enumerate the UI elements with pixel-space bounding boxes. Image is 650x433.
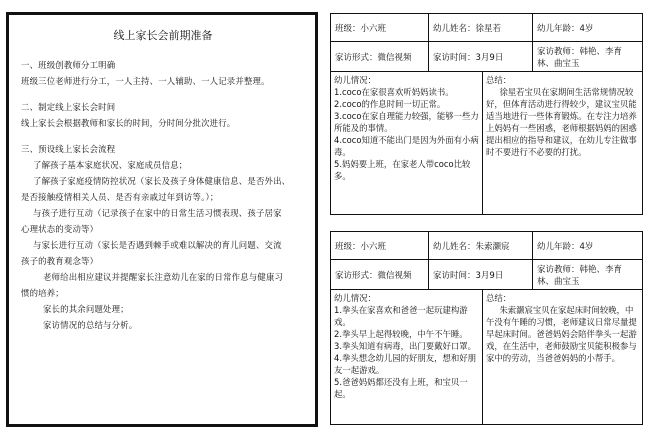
process-item: 家访情况的总结与分析。 — [43, 320, 138, 330]
child-situation — [331, 72, 483, 214]
process-item: 家长的其余问题处理； — [43, 304, 129, 314]
child-name-cell: 幼儿姓名：徐星若 — [429, 14, 533, 41]
situation-item: 5.爸爸妈妈都还没有上班，和宝贝一起。 — [334, 377, 468, 399]
visit-teacher-text: 家访教师：韩艳、李育林、曲宝玉 — [537, 46, 623, 69]
situation-item: 1.拳头在家喜欢和爸爸一起玩建构游戏。 — [334, 305, 468, 327]
visit-teacher-cell — [533, 42, 642, 71]
visit-row — [331, 42, 642, 72]
child-name-cell: 幼儿姓名：朱索灏宸 — [429, 232, 533, 259]
home-visit-card-2 — [330, 231, 643, 425]
summary — [483, 72, 642, 214]
child-situation-title: 幼儿情况： — [334, 75, 376, 85]
info-row — [331, 14, 642, 42]
summary-title: 总结： — [486, 293, 512, 303]
class-cell: 班级：小六班 — [331, 232, 429, 259]
visit-teacher-text: 家访教师：韩艳、李育林、曲宝玉 — [537, 264, 623, 287]
summary-title: 总结： — [486, 75, 512, 85]
process-item: 心理状态的变动等） — [21, 224, 99, 234]
card-body — [331, 72, 642, 214]
card-body — [331, 290, 642, 424]
situation-item: 5.妈妈要上班，在家老人带coco比较多。 — [334, 159, 471, 181]
page-title: 线上家长会前期准备 — [113, 29, 213, 42]
process-item: 与家长进行互动（家长是否遇到棘手或难以解决的育儿问题、交流 — [33, 240, 282, 250]
situation-item: 4.coco知道不能出门是因为外面有小病毒。 — [334, 135, 479, 157]
section-heading: 一、班级创教师分工明确 — [21, 60, 116, 70]
visit-teacher-cell — [533, 260, 642, 289]
section-text: 班级三位老师进行分工，一人主持、一人辅助、一人记录并整理。 — [21, 76, 270, 86]
child-age-cell: 幼儿年龄：4岁 — [537, 241, 594, 252]
class-cell: 班级：小六班 — [331, 14, 429, 41]
home-visit-card-1 — [330, 13, 643, 215]
visit-form-cell: 家访形式：微信视频 — [331, 42, 429, 71]
info-row — [331, 232, 642, 260]
child-age-cell: 幼儿年龄：4岁 — [537, 23, 594, 34]
section-text: 线上家长会根据教师和家长的时间，分时间分批次进行。 — [21, 118, 236, 128]
child-situation — [331, 290, 483, 424]
process-item: 了解孩子家庭疫情防控状况（家长及孩子身体健康信息、是否外出、 — [33, 176, 291, 186]
section-heading: 三、预设线上家长会流程 — [21, 144, 116, 154]
visit-row — [331, 260, 642, 290]
situation-item: 2.coco的作息时间一切正常。 — [334, 99, 446, 109]
child-situation-title: 幼儿情况： — [334, 293, 376, 303]
process-item: 孩子的教育观念等） — [21, 256, 99, 266]
visit-time-cell: 家访时间：3月9日 — [429, 260, 533, 289]
situation-item: 3.拳头知道有病毒，出门要戴好口罩。 — [334, 341, 476, 351]
situation-item: 2.拳头早上起得较晚，中午不午睡。 — [334, 329, 468, 339]
meeting-prep-panel — [6, 12, 318, 427]
process-item: 惯的培养； — [21, 288, 64, 298]
process-item: 是否接触疫情相关人员、是否有亲戚过年到访等。）； — [21, 192, 219, 202]
section-heading: 二、制定线上家长会时间 — [21, 102, 116, 112]
situation-item: 1.coco在家很喜欢听妈妈读书。 — [334, 87, 454, 97]
visit-form-cell: 家访形式：微信视频 — [331, 260, 429, 289]
situation-item: 4.拳头想念幼儿园的好朋友，想和好朋友一起游戏。 — [334, 353, 476, 375]
process-item: 老师给出相应建议并提醒家长注意幼儿在家的日常作息与健康习 — [43, 272, 284, 282]
situation-item: 3.coco在家自理能力较强，能够一些力所能及的事情。 — [334, 111, 479, 133]
summary-text: 朱索灏宸宝贝在家起床时间较晚，中午没有午睡的习惯，老师建议日常尽量提早起床时间。爸爸妈妈会陪伴拳头一起游戏，在生活中，老师鼓励宝贝能积极参与家中的劳动，当爸爸妈妈的小帮手。 — [486, 305, 637, 363]
process-item: 与孩子进行互动（记录孩子在家中的日常生活习惯表现、孩子居家 — [33, 208, 282, 218]
visit-time-cell: 家访时间：3月9日 — [429, 42, 533, 71]
process-item: 了解孩子基本家庭状况、家庭成员信息； — [33, 160, 188, 170]
summary — [483, 290, 642, 424]
summary-text: 徐星若宝贝在家期间生活常规情况较好，但体育活动进行得较少，建议宝贝能适当地进行一些体育锻炼。在专注力培养上妈妈有一些困惑，老师根据妈妈的困惑提出相应的指导和建议，在幼儿专注做事时不要进行不必要的打扰。 — [486, 87, 637, 157]
